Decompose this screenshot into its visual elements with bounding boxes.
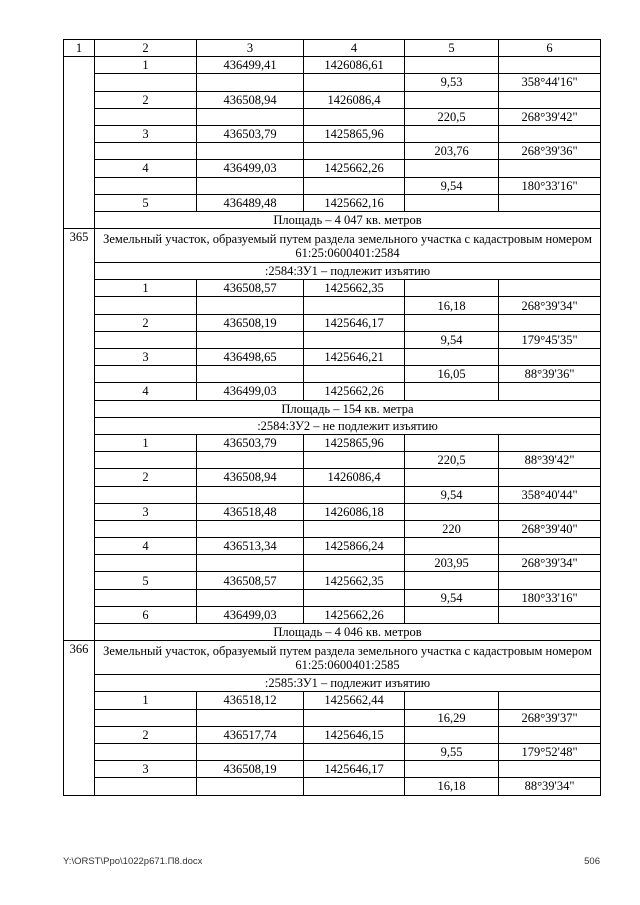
empty-cell: [304, 143, 405, 160]
point-number: 6: [95, 606, 197, 623]
table-row: [64, 349, 601, 366]
point-number: 2: [95, 91, 197, 108]
table-row: [64, 331, 601, 348]
column-header: 5: [405, 40, 499, 57]
table-row: [64, 108, 601, 125]
point-number: 1: [95, 57, 197, 74]
empty-cell: [304, 589, 405, 606]
parcel-number-cell: [64, 57, 95, 229]
empty-cell: [304, 366, 405, 383]
coordinate-y: 1425662,35: [304, 280, 405, 297]
empty-cell: [304, 555, 405, 572]
coordinate-x: 436508,19: [197, 761, 304, 778]
direction-angle: 358°44'16": [499, 74, 601, 91]
point-number: 1: [95, 692, 197, 709]
empty-cell: [304, 452, 405, 469]
direction-angle: 88°39'34": [499, 778, 601, 795]
empty-cell: [405, 503, 499, 520]
parcel-description: Земельный участок, образуемый путем раздела земельного участка с кадастровым номером 61:25:0600401:2584: [95, 229, 601, 263]
empty-cell: [499, 349, 601, 366]
coordinate-x: 436499,03: [197, 606, 304, 623]
empty-cell: [95, 520, 197, 537]
point-number: 3: [95, 503, 197, 520]
table-row: [64, 160, 601, 177]
empty-cell: [499, 314, 601, 331]
empty-cell: [304, 297, 405, 314]
table-row: [64, 452, 601, 469]
table-row: [64, 383, 601, 400]
empty-cell: [197, 589, 304, 606]
empty-cell: [304, 74, 405, 91]
empty-cell: [197, 108, 304, 125]
coordinate-y: 1425646,21: [304, 349, 405, 366]
empty-cell: [405, 606, 499, 623]
direction-angle: 180°33'16": [499, 177, 601, 194]
coordinate-x: 436499,03: [197, 160, 304, 177]
coordinate-x: 436508,57: [197, 572, 304, 589]
empty-cell: [405, 91, 499, 108]
empty-cell: [499, 57, 601, 74]
empty-cell: [304, 177, 405, 194]
row-note: Площадь – 4 046 кв. метров: [95, 624, 601, 641]
empty-cell: [197, 709, 304, 726]
table-row: [64, 194, 601, 211]
empty-cell: [499, 726, 601, 743]
table-row-note: [64, 400, 601, 417]
coordinate-y: 1426086,4: [304, 469, 405, 486]
coordinate-y: 1426086,61: [304, 57, 405, 74]
table-row: [64, 503, 601, 520]
empty-cell: [499, 692, 601, 709]
coordinate-y: 1425865,96: [304, 434, 405, 451]
empty-cell: [95, 486, 197, 503]
empty-cell: [197, 74, 304, 91]
empty-cell: [499, 125, 601, 142]
segment-length: 220,5: [405, 452, 499, 469]
row-note: :2585:ЗУ1 – подлежит изъятию: [95, 675, 601, 692]
segment-length: 16,18: [405, 297, 499, 314]
coordinate-x: 436508,94: [197, 469, 304, 486]
parcel-number: 365: [64, 229, 95, 641]
parcel-description: Земельный участок, образуемый путем раздела земельного участка с кадастровым номером 61:25:0600401:2585: [95, 641, 601, 675]
empty-cell: [95, 366, 197, 383]
empty-cell: [499, 503, 601, 520]
direction-angle: 268°39'40": [499, 520, 601, 537]
empty-cell: [499, 91, 601, 108]
row-note: :2584:ЗУ1 – подлежит изъятию: [95, 263, 601, 280]
table-row: [64, 538, 601, 555]
column-header: 2: [95, 40, 197, 57]
empty-cell: [197, 486, 304, 503]
table-row-note: [64, 263, 601, 280]
empty-cell: [499, 434, 601, 451]
segment-length: 9,55: [405, 743, 499, 760]
point-number: 1: [95, 434, 197, 451]
empty-cell: [197, 143, 304, 160]
table-row: [64, 726, 601, 743]
empty-cell: [95, 177, 197, 194]
segment-length: 220: [405, 520, 499, 537]
table-row: [64, 692, 601, 709]
empty-cell: [304, 743, 405, 760]
coordinate-y: 1425662,44: [304, 692, 405, 709]
empty-cell: [197, 177, 304, 194]
point-number: 4: [95, 160, 197, 177]
empty-cell: [499, 572, 601, 589]
empty-cell: [95, 743, 197, 760]
column-header: 3: [197, 40, 304, 57]
empty-cell: [95, 452, 197, 469]
segment-length: 9,53: [405, 74, 499, 91]
table-row: [64, 572, 601, 589]
empty-cell: [197, 297, 304, 314]
coordinate-x: 436489,48: [197, 194, 304, 211]
empty-cell: [95, 589, 197, 606]
footer-file-path: Y:\ORST\Ppo\1022p671.П8.docx: [63, 856, 203, 867]
direction-angle: 88°39'36": [499, 366, 601, 383]
direction-angle: 88°39'42": [499, 452, 601, 469]
table-row: [64, 91, 601, 108]
coordinate-y: 1425646,15: [304, 726, 405, 743]
point-number: 3: [95, 125, 197, 142]
table-row: [64, 434, 601, 451]
table-row: [64, 366, 601, 383]
coordinate-y: 1425646,17: [304, 761, 405, 778]
column-header: 6: [499, 40, 601, 57]
coordinate-y: 1425662,26: [304, 606, 405, 623]
coordinate-x: 436498,65: [197, 349, 304, 366]
point-number: 3: [95, 349, 197, 366]
empty-cell: [499, 606, 601, 623]
coordinate-y: 1426086,4: [304, 91, 405, 108]
table-row-note: [64, 417, 601, 434]
coordinate-y: 1425662,26: [304, 160, 405, 177]
coordinate-x: 436508,57: [197, 280, 304, 297]
point-number: 2: [95, 726, 197, 743]
table-row-note: [64, 624, 601, 641]
empty-cell: [405, 692, 499, 709]
empty-cell: [95, 555, 197, 572]
table-row: [64, 709, 601, 726]
empty-cell: [405, 383, 499, 400]
table-row: [64, 743, 601, 760]
parcel-header-row: [64, 229, 601, 263]
empty-cell: [405, 434, 499, 451]
coordinate-x: 436503,79: [197, 125, 304, 142]
coordinate-x: 436499,41: [197, 57, 304, 74]
column-header: 4: [304, 40, 405, 57]
row-note: Площадь – 154 кв. метра: [95, 400, 601, 417]
empty-cell: [197, 331, 304, 348]
empty-cell: [499, 469, 601, 486]
column-header: 1: [64, 40, 95, 57]
empty-cell: [405, 761, 499, 778]
empty-cell: [405, 125, 499, 142]
empty-cell: [499, 538, 601, 555]
table-row: [64, 143, 601, 160]
empty-cell: [95, 74, 197, 91]
empty-cell: [405, 194, 499, 211]
direction-angle: 358°40'44": [499, 486, 601, 503]
coordinate-y: 1425646,17: [304, 314, 405, 331]
direction-angle: 180°33'16": [499, 589, 601, 606]
table-row: [64, 520, 601, 537]
empty-cell: [95, 108, 197, 125]
empty-cell: [95, 709, 197, 726]
empty-cell: [405, 726, 499, 743]
coordinate-y: 1425866,24: [304, 538, 405, 555]
table-row: [64, 297, 601, 314]
point-number: 1: [95, 280, 197, 297]
empty-cell: [304, 709, 405, 726]
table-row: [64, 125, 601, 142]
coordinate-x: 436503,79: [197, 434, 304, 451]
table-row: [64, 486, 601, 503]
empty-cell: [499, 160, 601, 177]
empty-cell: [405, 538, 499, 555]
empty-cell: [197, 452, 304, 469]
point-number: 4: [95, 383, 197, 400]
coordinate-x: 436508,19: [197, 314, 304, 331]
point-number: 2: [95, 469, 197, 486]
empty-cell: [499, 383, 601, 400]
point-number: 5: [95, 572, 197, 589]
segment-length: 203,95: [405, 555, 499, 572]
direction-angle: 179°52'48": [499, 743, 601, 760]
empty-cell: [499, 761, 601, 778]
empty-cell: [405, 280, 499, 297]
empty-cell: [405, 349, 499, 366]
parcel-number: 366: [64, 641, 95, 795]
empty-cell: [95, 331, 197, 348]
segment-length: 220,5: [405, 108, 499, 125]
point-number: 3: [95, 761, 197, 778]
empty-cell: [95, 297, 197, 314]
direction-angle: 179°45'35": [499, 331, 601, 348]
coordinate-y: 1425662,26: [304, 383, 405, 400]
table-row: [64, 606, 601, 623]
segment-length: 9,54: [405, 589, 499, 606]
table-row: [64, 555, 601, 572]
direction-angle: 268°39'37": [499, 709, 601, 726]
segment-length: 16,18: [405, 778, 499, 795]
segment-length: 203,76: [405, 143, 499, 160]
parcel-header-row: [64, 641, 601, 675]
segment-length: 9,54: [405, 486, 499, 503]
coordinate-y: 1425662,35: [304, 572, 405, 589]
table-row: [64, 761, 601, 778]
coordinate-x: 436518,12: [197, 692, 304, 709]
table-row: [64, 589, 601, 606]
empty-cell: [197, 366, 304, 383]
direction-angle: 268°39'42": [499, 108, 601, 125]
empty-cell: [499, 194, 601, 211]
table-row: [64, 469, 601, 486]
segment-length: 16,29: [405, 709, 499, 726]
empty-cell: [95, 778, 197, 795]
coordinate-y: 1425662,16: [304, 194, 405, 211]
point-number: 2: [95, 314, 197, 331]
table-row-note: [64, 211, 601, 228]
table-row: [64, 280, 601, 297]
empty-cell: [405, 57, 499, 74]
empty-cell: [197, 743, 304, 760]
table-row: [64, 778, 601, 795]
row-note: Площадь – 4 047 кв. метров: [95, 211, 601, 228]
coordinate-x: 436513,34: [197, 538, 304, 555]
segment-length: 9,54: [405, 177, 499, 194]
empty-cell: [304, 331, 405, 348]
empty-cell: [304, 108, 405, 125]
coordinate-y: 1425865,96: [304, 125, 405, 142]
empty-cell: [304, 778, 405, 795]
empty-cell: [405, 469, 499, 486]
point-number: 4: [95, 538, 197, 555]
table-header-row: [64, 40, 601, 57]
direction-angle: 268°39'36": [499, 143, 601, 160]
segment-length: 16,05: [405, 366, 499, 383]
row-note: :2584:ЗУ2 – не подлежит изъятию: [95, 417, 601, 434]
coordinates-table: [63, 39, 601, 796]
empty-cell: [405, 572, 499, 589]
direction-angle: 268°39'34": [499, 555, 601, 572]
table-row: [64, 177, 601, 194]
empty-cell: [405, 314, 499, 331]
point-number: 5: [95, 194, 197, 211]
coordinate-x: 436518,48: [197, 503, 304, 520]
footer-page-number: 506: [584, 856, 600, 867]
coordinate-y: 1426086,18: [304, 503, 405, 520]
empty-cell: [197, 778, 304, 795]
empty-cell: [304, 520, 405, 537]
coordinate-x: 436508,94: [197, 91, 304, 108]
table-row: [64, 57, 601, 74]
coordinate-x: 436499,03: [197, 383, 304, 400]
empty-cell: [197, 520, 304, 537]
empty-cell: [95, 143, 197, 160]
empty-cell: [197, 555, 304, 572]
table-row: [64, 74, 601, 91]
table-row-note: [64, 675, 601, 692]
empty-cell: [499, 280, 601, 297]
segment-length: 9,54: [405, 331, 499, 348]
direction-angle: 268°39'34": [499, 297, 601, 314]
empty-cell: [304, 486, 405, 503]
table-row: [64, 314, 601, 331]
empty-cell: [405, 160, 499, 177]
coordinate-x: 436517,74: [197, 726, 304, 743]
